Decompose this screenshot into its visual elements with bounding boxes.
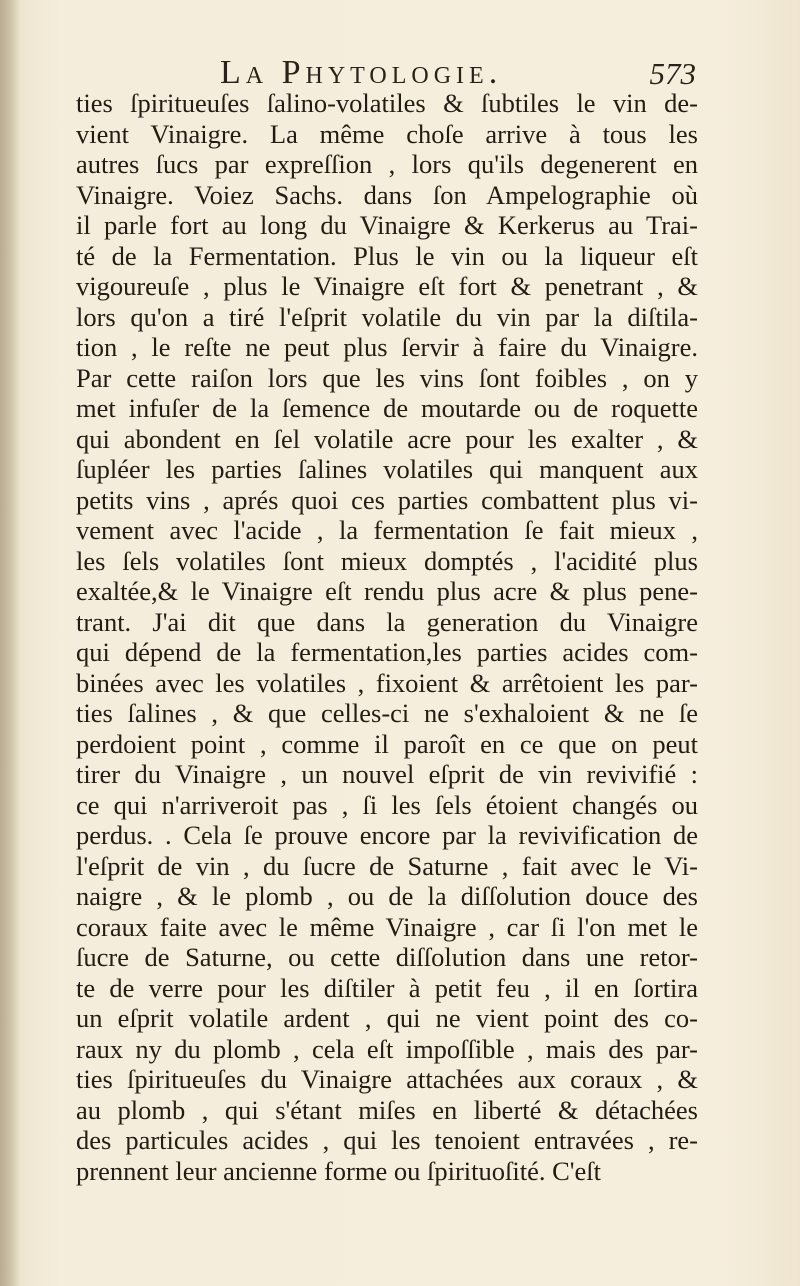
text-line: ſucre de Saturne, ou cette diſſolution dans une retor- — [76, 942, 698, 972]
running-title: La Phytologie. — [220, 54, 503, 91]
text-line: l'eſprit de vin , du ſucre de Saturne , fait avec le Vi- — [76, 850, 698, 881]
text-line: ties ſpiritueuſes du Vinaigre attachées aux coraux , & — [76, 1064, 698, 1094]
text-line: petits vins , aprés quoi ces parties combattent plus vi- — [76, 484, 698, 515]
text-line: vigoureuſe , plus le Vinaigre eſt fort & penetrant , & — [76, 271, 698, 301]
text-line: ties ſpiritueuſes ſalino-volatiles & ſubtiles le vin de- — [76, 88, 698, 118]
text-line: il parle fort au long du Vinaigre & Kerkerus au Trai- — [76, 210, 698, 240]
text-line: qui dépend de la fermentation,les parties acides com- — [76, 637, 698, 667]
text-line: autres ſucs par expreſſion , lors qu'ils degenerent en — [76, 149, 698, 179]
text-line: Par cette raiſon lors que les vins ſont foibles , on y — [76, 362, 698, 393]
spine-shadow — [0, 0, 20, 1286]
text-line: raux ny du plomb , cela eſt impoſſible , mais des par- — [76, 1033, 698, 1064]
body-text — [76, 88, 698, 1186]
text-line: naigre , & le plomb , ou de la diſſolution douce des — [76, 881, 698, 911]
text-line: coraux faite avec le même Vinaigre , car ſi l'on met le — [76, 911, 698, 942]
text-line: exaltée,& le Vinaigre eſt rendu plus acre & plus pene- — [76, 576, 698, 606]
text-line: qui abondent en ſel volatile acre pour les exalter , & — [76, 423, 698, 454]
text-line: tirer du Vinaigre , un nouvel eſprit de vin revivifié : — [76, 759, 698, 789]
page-number: 573 — [649, 56, 696, 91]
text-line: ce qui n'arriveroit pas , ſi les ſels étoient changés ou — [76, 789, 698, 820]
text-line: Vinaigre. Voiez Sachs. dans ſon Ampelographie où — [76, 179, 698, 210]
text-line: binées avec les volatiles , fixoient & arrêtoient les par- — [76, 667, 698, 698]
text-line: tion , le reſte ne peut plus ſervir à faire du Vinaigre. — [76, 332, 698, 362]
text-line: des particules acides , qui les tenoient entravées , re- — [76, 1125, 698, 1155]
text-line: te de verre pour les diſtiler à petit feu , il en ſortira — [76, 972, 698, 1003]
text-line: un eſprit volatile ardent , qui ne vient point des co- — [76, 1003, 698, 1033]
text-line: trant. J'ai dit que dans la generation du Vinaigre — [76, 606, 698, 637]
text-line: les ſels volatiles ſont mieux domptés , l'acidité plus — [76, 545, 698, 576]
text-line: lors qu'on a tiré l'eſprit volatile du vin par la diſtila- — [76, 301, 698, 332]
text-line: té de la Fermentation. Plus le vin ou la liqueur eſt — [76, 240, 698, 271]
text-line: ſupléer les parties ſalines volatiles qui manquent aux — [76, 454, 698, 484]
text-line: au plomb , qui s'étant miſes en liberté & détachées — [76, 1094, 698, 1125]
text-line: perdus. . Cela ſe prouve encore par la revivification de — [76, 820, 698, 850]
text-line: ties ſalines , & que celles-ci ne s'exhaloient & ne ſe — [76, 698, 698, 728]
text-line: met infuſer de la ſemence de moutarde ou de roquette — [76, 393, 698, 423]
text-line: vement avec l'acide , la fermentation ſe fait mieux , — [76, 515, 698, 545]
text-line: perdoient point , comme il paroît en ce que on peut — [76, 728, 698, 759]
text-line: prennent leur ancienne forme ou ſpirituoſité. C'eſt — [76, 1155, 602, 1186]
text-line: vient Vinaigre. La même choſe arrive à tous les — [76, 118, 698, 149]
